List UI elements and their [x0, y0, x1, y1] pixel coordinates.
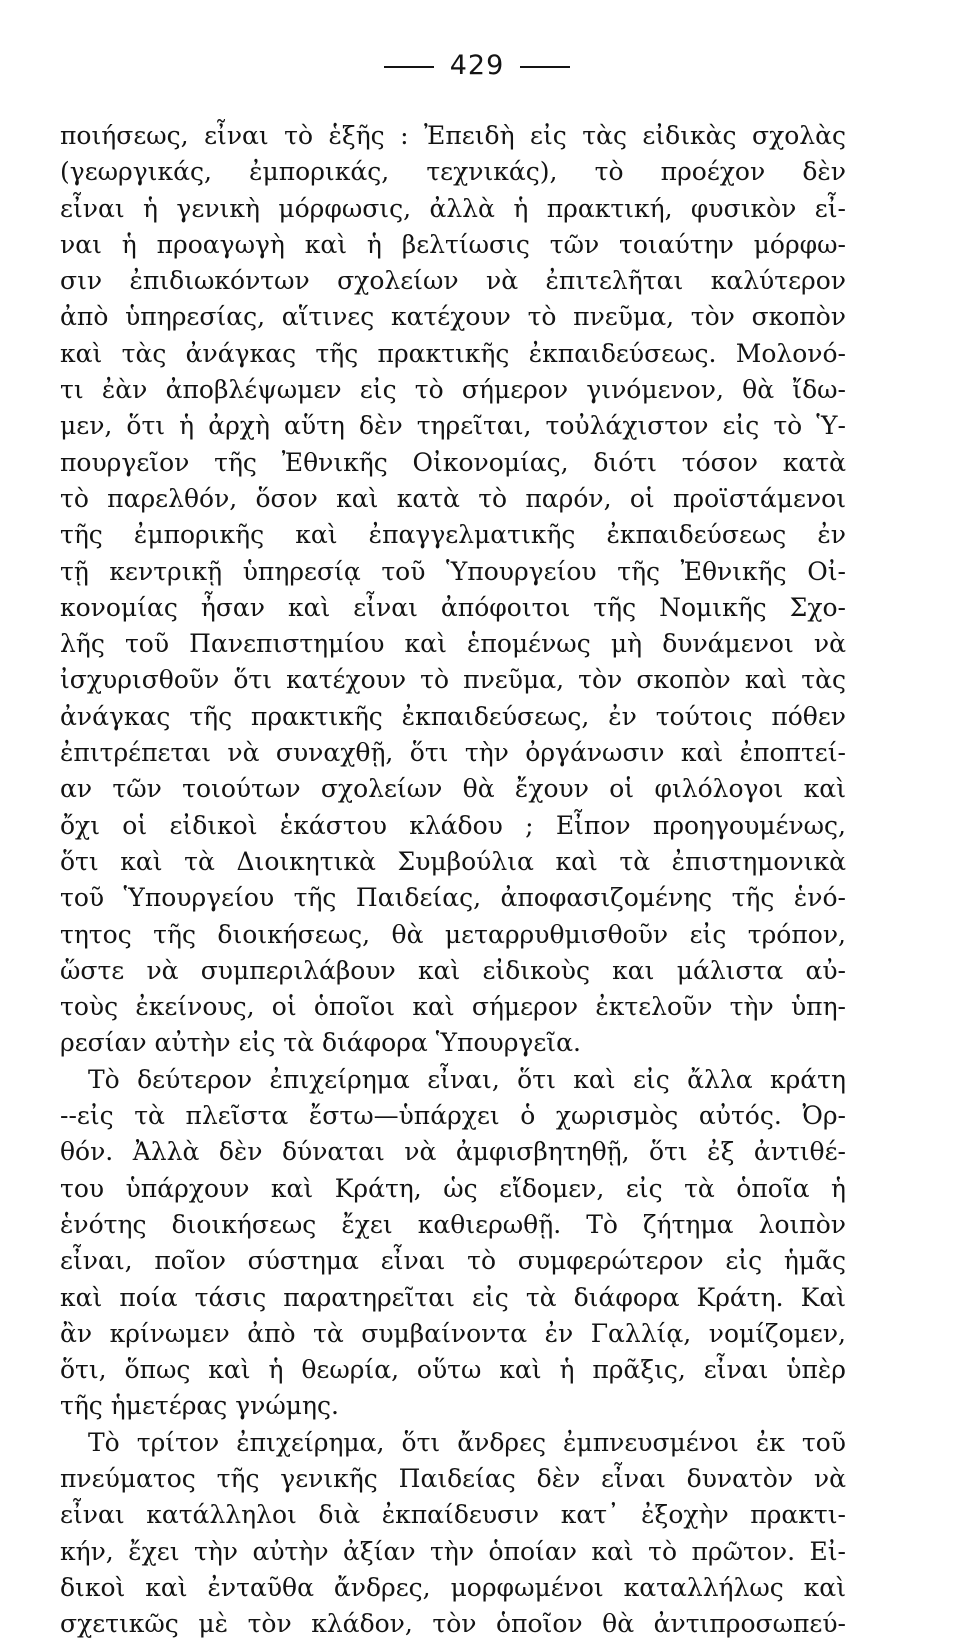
text-line: καὶ ποία τάσις παρατηρεῖται εἰς τὰ διάφορα Κράτη. Καὶ	[60, 1282, 846, 1312]
text-line: ὥστε νὰ συμπεριλάβουν καὶ εἰδικοὺς και μάλιστα αὐ-	[60, 955, 846, 985]
text-line: δικοὶ καὶ ἐνταῦθα ἄνδρες, μορφωμένοι καταλλήλως καὶ	[60, 1572, 846, 1602]
text-line: --εἰς τὰ πλεῖστα ἔστω—ὑπάρχει ὁ χωρισμὸς αὐτός. Ὀρ-	[60, 1101, 846, 1131]
text-line: ὄχι οἱ εἰδικοὶ ἑκάστου κλάδου ; Εἶπον προηγουμένως,	[60, 810, 846, 840]
text-line: τῆς ἐμπορικῆς καὶ ἐπαγγελματικῆς ἐκπαιδεύσεως ἐν	[60, 520, 846, 550]
text-line: πνεύματος τῆς γενικῆς Παιδείας δὲν εἶναι δυνατὸν νὰ	[60, 1463, 846, 1493]
text-line: ὅτι καὶ τὰ Διοικητικὰ Συμβούλια καὶ τὰ ἐπιστημονικὰ	[60, 846, 846, 876]
text-line: ποιήσεως, εἶναι τὸ ἑξῆς : Ἐπειδὴ εἰς τὰς εἰδικὰς σχολὰς	[60, 121, 846, 150]
text-line: τητος τῆς διοικήσεως, θὰ μεταρρυθμισθοῦν εἰς τρόπον,	[60, 919, 846, 949]
text-line: τῇ κεντρικῇ ὑπηρεσίᾳ τοῦ Ὑπουργείου τῆς Ἐθνικῆς Οἰ-	[60, 556, 846, 586]
text-line: τῆς ἡμετέρας γνώμης.	[60, 1391, 339, 1421]
text-line: πουργεῖον τῆς Ἐθνικῆς Οἰκονομίας, διότι τόσον κατὰ	[60, 447, 846, 477]
text-line: εἶναι ἡ γενικὴ μόρφωσις, ἀλλὰ ἡ πρακτική, φυσικὸν εἶ-	[60, 193, 846, 223]
text-line: αν τῶν τοιούτων σχολείων θὰ ἔχουν οἱ φιλόλογοι καὶ	[60, 774, 846, 804]
text-line: ναι ἡ προαγωγὴ καὶ ἡ βελτίωσις τῶν τοιαύτην μόρφω-	[60, 229, 846, 259]
text-line: κήν, ἔχει τὴν αὐτὴν ἀξίαν τὴν ὁποίαν καὶ τὸ πρῶτον. Εἰ-	[60, 1536, 846, 1566]
text-line: ἰσχυρισθοῦν ὅτι κατέχουν τὸ πνεῦμα, τὸν σκοπὸν καὶ τὰς	[60, 665, 846, 695]
text-line: ὅτι, ὅπως καὶ ἡ θεωρία, οὕτω καὶ ἡ πρᾶξις, εἶναι ὑπὲρ	[60, 1355, 846, 1385]
text-line: τὸ παρελθόν, ὅσον καὶ κατὰ τὸ παρόν, οἱ προϊστάμενοι	[60, 483, 846, 513]
text-line: ἑνότης διοικήσεως ἔχει καθιερωθῇ. Τὸ ζήτημα λοιπὸν	[60, 1209, 846, 1239]
page-number-header	[0, 50, 954, 81]
text-line: τι ἐὰν ἀποβλέψωμεν εἰς τὸ σήμερον γινόμενον, θὰ ἴδω-	[60, 375, 846, 405]
text-line: ἀπὸ ὑπηρεσίας, αἵτινες κατέχουν τὸ πνεῦμα, τὸν σκοπὸν	[60, 302, 846, 332]
text-line: ἂν κρίνωμεν ἀπὸ τὰ συμβαίνοντα ἐν Γαλλίᾳ, νομίζομεν,	[60, 1318, 846, 1348]
text-line: ἐπιτρέπεται νὰ συναχθῇ, ὅτι τὴν ὀργάνωσιν καὶ ἐποπτεί-	[60, 738, 846, 768]
text-line: εἶναι κατάλληλοι διὰ ἐκπαίδευσιν κατ᾽ ἐξοχὴν πρακτι-	[60, 1500, 846, 1530]
text-line: τοὺς ἐκείνους, οἱ ὁποῖοι καὶ σήμερον ἐκτελοῦν τὴν ὑπη-	[60, 992, 846, 1022]
text-line: σιν ἐπιδιωκόντων σχολείων νὰ ἐπιτελῆται καλύτερον	[60, 266, 846, 296]
text-line: ρεσίαν αὐτὴν εἰς τὰ διάφορα Ὑπουργεῖα.	[60, 1028, 581, 1058]
page-number: 429	[449, 50, 505, 81]
body-text	[60, 118, 846, 1642]
text-line: (γεωργικάς, ἐμπορικάς, τεχνικάς), τὸ προέχον δὲν	[60, 157, 846, 187]
text-line: λῆς τοῦ Πανεπιστημίου καὶ ἑπομένως μὴ δυνάμενοι νὰ	[60, 629, 846, 659]
text-line: του ὑπάρχουν καὶ Κράτη, ὡς εἴδομεν, εἰς τὰ ὁποῖα ἡ	[60, 1173, 846, 1203]
page-number-dash-right	[520, 66, 570, 68]
text-line: τοῦ Ὑπουργείου τῆς Παιδείας, ἀποφασιζομένης τῆς ἑνό-	[60, 883, 846, 913]
text-line: Τὸ τρίτον ἐπιχείρημα, ὅτι ἄνδρες ἐμπνευσμένοι ἐκ τοῦ	[88, 1427, 846, 1457]
text-line: εἶναι, ποῖον σύστημα εἶναι τὸ συμφερώτερον εἰς ἡμᾶς	[60, 1246, 846, 1276]
text-line: μεν, ὅτι ἡ ἀρχὴ αὕτη δὲν τηρεῖται, τοὐλάχιστον εἰς τὸ Ὑ-	[60, 411, 846, 441]
text-line: ἀνάγκας τῆς πρακτικῆς ἐκπαιδεύσεως, ἐν τούτοις πόθεν	[60, 701, 846, 731]
text-line: θόν. Ἀλλὰ δὲν δύναται νὰ ἀμφισβητηθῇ, ὅτι ἐξ ἀντιθέ-	[60, 1137, 846, 1167]
text-line: Τὸ δεύτερον ἐπιχείρημα εἶναι, ὅτι καὶ εἰς ἄλλα κράτη	[88, 1064, 846, 1094]
text-line: κονομίας ἦσαν καὶ εἶναι ἀπόφοιτοι τῆς Νομικῆς Σχο-	[60, 592, 846, 622]
page-number-dash-left	[384, 66, 434, 68]
text-line: σχετικῶς μὲ τὸν κλάδον, τὸν ὁποῖον θὰ ἀντιπροσωπεύ-	[60, 1609, 846, 1639]
text-line: καὶ τὰς ἀνάγκας τῆς πρακτικῆς ἐκπαιδεύσεως. Μολονό-	[60, 338, 846, 368]
